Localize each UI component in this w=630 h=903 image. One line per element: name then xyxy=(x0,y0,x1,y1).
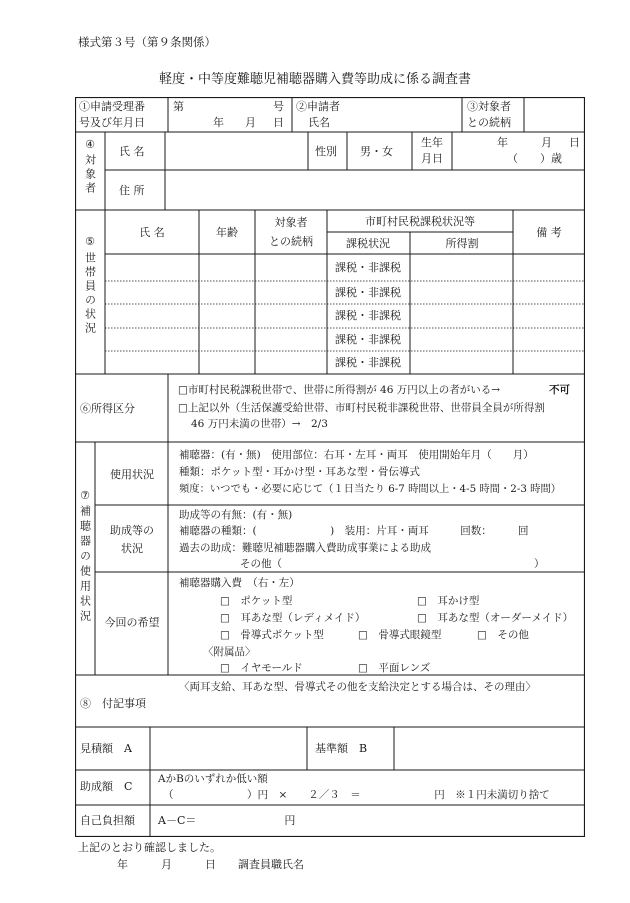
subject-name-label: 氏 名 xyxy=(119,145,145,158)
usage-label: 補聴器の使用状況 xyxy=(78,505,92,625)
income-line-3: 46 万円未満の世帯）→ 2/3 xyxy=(191,418,328,430)
age: （ ）歳 xyxy=(507,152,562,165)
household-label: 世帯員の状況 xyxy=(83,252,97,336)
col-age: 年齢 xyxy=(216,226,238,239)
use-line-3: 頻度：いつでも・必要に応じて（１日当たり 6-7 時間以上・4-5 時間・2-3 時間） xyxy=(179,483,562,495)
hope-label: 今回の希望 xyxy=(104,616,160,629)
estimate-label: 見積額 A xyxy=(80,742,132,755)
receipt-dai: 第 xyxy=(173,100,184,113)
aid-line-2: 補聴器の種類：( ) 装用：片耳・両耳 回数： 回 xyxy=(179,525,529,537)
hope-title: 補聴器購入費 （右・左） xyxy=(179,577,300,589)
sex-label: 性別 xyxy=(315,145,337,158)
aid-line-1: 助成等の有無：(有・無) xyxy=(179,509,293,521)
accessories-label: 〈附属品〉 xyxy=(203,646,256,658)
tax-status-row-2: 課税・非課税 xyxy=(335,286,401,299)
birth-day: 日 xyxy=(569,136,580,149)
birth-year: 年 xyxy=(497,136,508,149)
income-result: 不可 xyxy=(549,384,570,396)
opt-bone-glasses: □ 骨導式眼鏡型 xyxy=(358,629,442,641)
opt-earmold: □ イヤモールド xyxy=(220,662,303,674)
income-line-2: □上記以外（生活保護受給世帯、市町村民税非課税世帯、世帯員全員が所得割 xyxy=(178,402,545,414)
tax-status-row-1: 課税・非課税 xyxy=(335,261,401,274)
receipt-year: 年 xyxy=(213,116,224,129)
receipt-day: 日 xyxy=(273,116,284,129)
sex-options: 男・女 xyxy=(360,145,393,158)
receipt-label-2: 号及び年月日 xyxy=(79,116,145,129)
col-name: 氏 名 xyxy=(139,226,165,239)
receipt-label: ①申請受理番 xyxy=(79,100,145,113)
birth-label: 生年 xyxy=(421,136,443,149)
opt-lens: □ 平面レンズ xyxy=(358,662,431,674)
aid-line-4: その他（ ） xyxy=(240,558,545,570)
survey-form xyxy=(75,97,585,837)
relation-label: ③対象者 xyxy=(467,100,511,113)
applicant-label-2: 氏名 xyxy=(308,116,330,129)
address-label: 住 所 xyxy=(119,184,145,197)
self-pay-label: 自己負担額 xyxy=(80,814,135,827)
tax-status-row-4: 課税・非課税 xyxy=(335,333,401,346)
page-title: 軽度・中等度難聴児補聴器購入費等助成に係る調査書 xyxy=(158,72,471,87)
notes-text: 〈両耳支給、耳あな型、骨導式その他を支給決定とする場合は、その理由〉 xyxy=(179,681,536,693)
col-income: 所得割 xyxy=(445,237,479,250)
form-number: 様式第３号（第９条関係） xyxy=(78,35,216,49)
opt-pocket: □ ポケット型 xyxy=(220,595,293,607)
birth-month: 月 xyxy=(541,136,552,149)
col-tax-status: 課税状況 xyxy=(346,237,390,250)
subsidy-line-2: （ ）円 × ２／３ ＝ 円 ※１円未満切り捨て xyxy=(163,789,550,801)
signature-line: 年 月 日 調査員職氏名 xyxy=(117,858,304,871)
use-line-2: 種類：ポケット型・耳かけ型・耳あな型・骨伝導式 xyxy=(179,466,420,478)
income-line-1: □市町村民税課税世帯で、世帯に所得割が 46 万円以上の者がいる→ xyxy=(178,384,501,396)
usage-label-num: ⑦ xyxy=(80,489,90,502)
opt-order: □ 耳あな型（オーダーメイド） xyxy=(417,612,574,624)
subject-label: 対象者 xyxy=(83,154,97,196)
subject-label-num: ④ xyxy=(85,138,95,151)
opt-mimikake: □ 耳かけ型 xyxy=(417,595,480,607)
tax-status-row-3: 課税・非課税 xyxy=(335,309,401,322)
notes-label: ⑧ 付記事項 xyxy=(80,697,146,710)
use-status-label: 使用状況 xyxy=(110,468,154,481)
col-relation-2: との続柄 xyxy=(269,235,313,248)
self-pay-formula: A－C＝ 円 xyxy=(158,814,296,827)
household-label-num: ⑤ xyxy=(85,235,95,248)
opt-ready: □ 耳あな型（レディメイド） xyxy=(220,612,366,624)
income-label: ⑥所得区分 xyxy=(80,402,135,415)
use-line-1: 補聴器：(有・無) 使用部位：右耳・左耳・両耳 使用開始年月（ 月） xyxy=(179,449,534,461)
subsidy-line-1: AかBのいずれか低い額 xyxy=(158,773,268,785)
birth-label-2: 月日 xyxy=(421,152,443,165)
applicant-label: ②申請者 xyxy=(296,100,340,113)
relation-label-2: との続柄 xyxy=(467,116,511,129)
opt-other: □ その他 xyxy=(477,629,529,641)
aid-line-3: 過去の助成：難聴児補聴器購入費助成事業による助成 xyxy=(179,542,431,554)
subsidy-label: 助成額 C xyxy=(80,780,133,793)
aid-label-2: 状況 xyxy=(121,542,143,555)
col-remarks: 備 考 xyxy=(536,226,562,239)
receipt-go: 号 xyxy=(273,100,284,113)
standard-label: 基準額 B xyxy=(315,742,368,755)
col-tax-header: 市町村民税課税状況等 xyxy=(365,215,475,228)
opt-bone-pocket: □ 骨導式ポケット型 xyxy=(220,629,324,641)
receipt-month: 月 xyxy=(245,116,256,129)
aid-label: 助成等の xyxy=(110,524,154,537)
confirm-text: 上記のとおり確認しました。 xyxy=(78,841,221,854)
tax-status-row-5: 課税・非課税 xyxy=(335,356,401,369)
col-relation: 対象者 xyxy=(274,216,308,229)
